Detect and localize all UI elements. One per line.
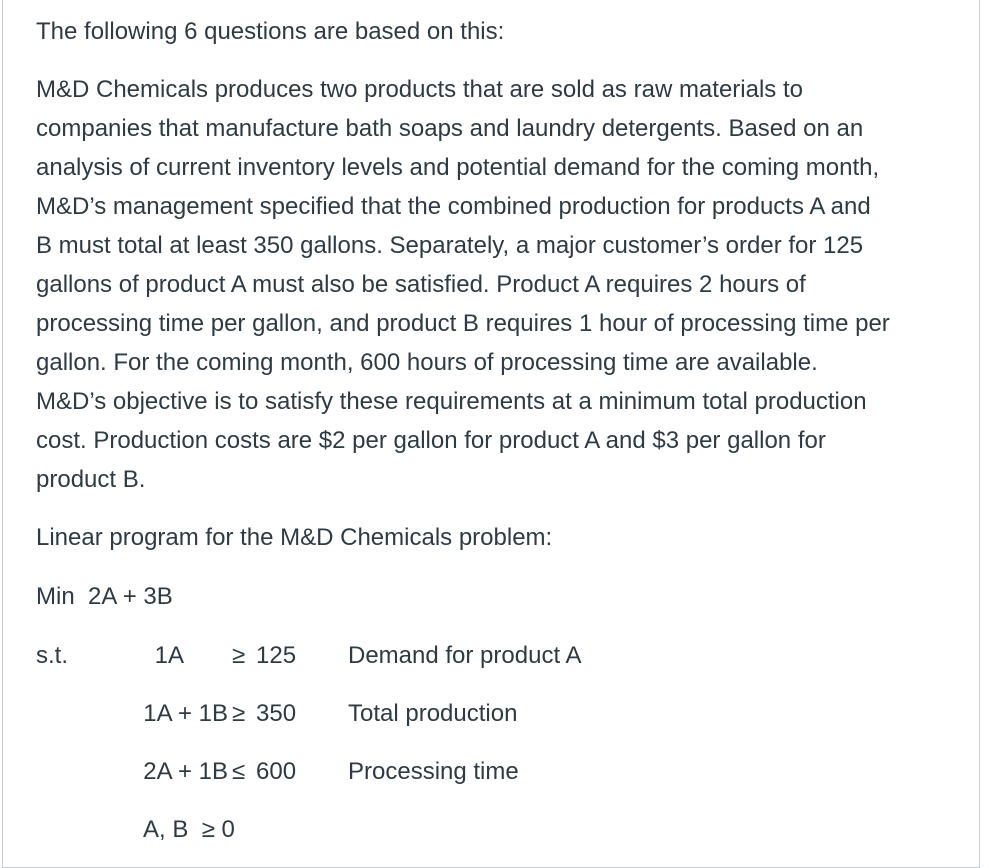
lp-heading: Linear program for the M&D Chemicals problem: [36,524,553,551]
paragraph-line: M&D’s management specified that the combined production for products A and [36,193,871,220]
constraint-lhs: 2A + 1B [143,758,228,785]
constraint-description: Demand for product A [348,642,582,669]
constraint-operator: ≤ [232,758,246,785]
paragraph-line: processing time per gallon, and product B requires 1 hour of processing time per [36,310,890,337]
paragraph-line: gallons of product A must also be satisfied. Product A requires 2 hours of [36,271,806,298]
constraint-operator: ≥ [232,700,246,727]
constraint-lhs: 1A [154,642,184,669]
paragraph-line: M&D Chemicals produces two products that are sold as raw materials to [36,76,803,103]
constraint-rhs: 350 [256,700,297,727]
st-label: s.t. [36,642,69,669]
paragraph-line: cost. Production costs are $2 per gallon for product A and $3 per gallon for [36,427,826,454]
paragraph-line: product B. [36,466,146,493]
paragraph-line: companies that manufacture bath soaps and laundry detergents. Based on an [36,115,864,142]
constraint-rhs: 125 [256,642,297,669]
problem-paragraph [36,70,890,499]
constraint-description: Processing time [348,758,519,785]
objective-function: Min 2A + 3B [36,583,173,610]
constraint-lhs: 1A + 1B [143,700,228,727]
paragraph-line: B must total at least 350 gallons. Separately, a major customer’s order for 125 [36,232,864,259]
paragraph-line: analysis of current inventory levels and potential demand for the coming month, [36,154,880,181]
constraint-description: Total production [348,700,518,727]
paragraph-line: gallon. For the coming month, 600 hours of processing time are available. [36,349,818,376]
intro-text: The following 6 questions are based on this: [36,18,505,45]
constraint-operator: ≥ [232,642,246,669]
constraint-rhs: 600 [256,758,297,785]
paragraph-line: M&D’s objective is to satisfy these requirements at a minimum total production [36,388,867,415]
nonnegativity-constraint: A, B ≥ 0 [143,816,235,843]
